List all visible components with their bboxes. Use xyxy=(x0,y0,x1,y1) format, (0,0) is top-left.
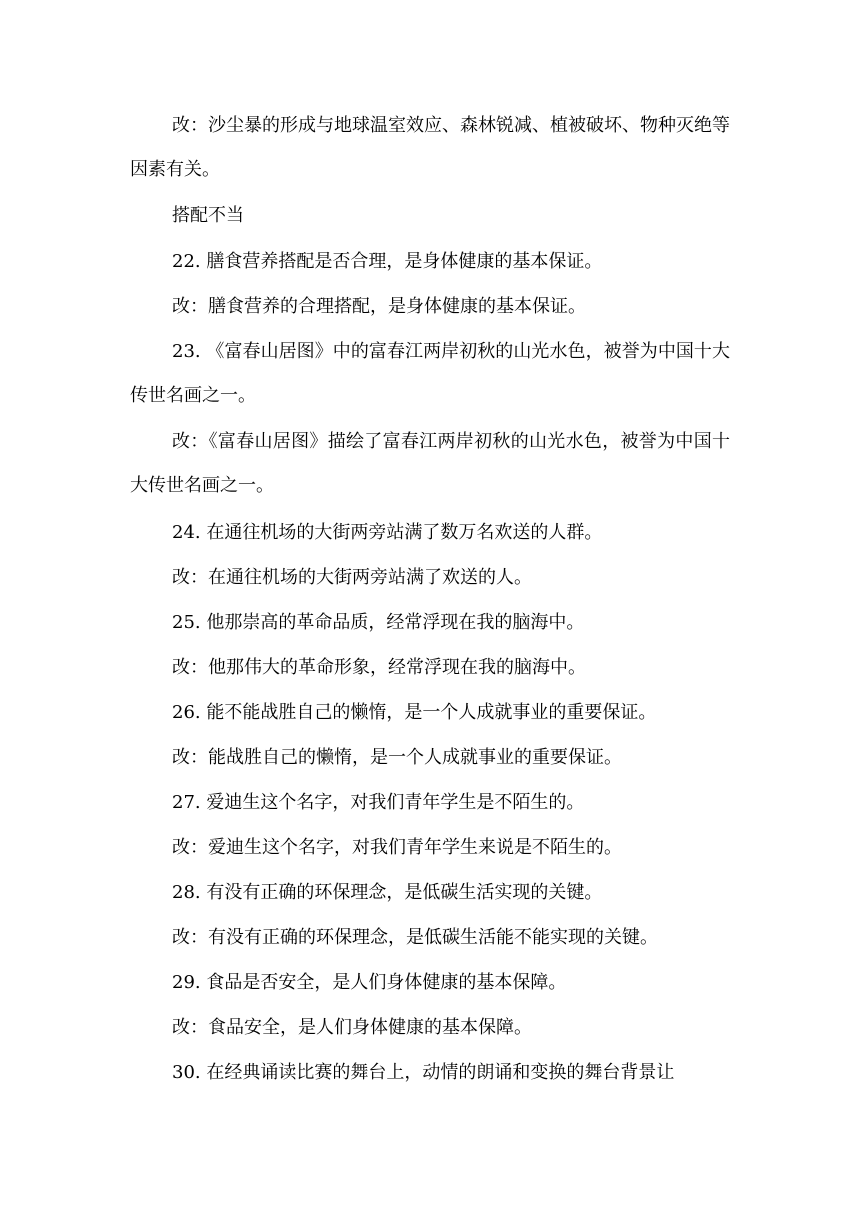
paragraph-item-29: 29. 食品是否安全，是人们身体健康的基本保障。 xyxy=(172,972,567,993)
paragraph-item-26: 26. 能不能战胜自己的懒惰，是一个人成就事业的重要保证。 xyxy=(172,702,657,723)
paragraph-item-30: 30. 在经典诵读比赛的舞台上，动情的朗诵和变换的舞台背景让 xyxy=(172,1062,675,1083)
paragraph-revision-28: 改：有没有正确的环保理念，是低碳生活能不能实现的关键。 xyxy=(172,927,658,948)
paragraph-revision-26: 改：能战胜自己的懒惰，是一个人成就事业的重要保证。 xyxy=(172,747,622,768)
paragraph-revision-29: 改：食品安全，是人们身体健康的基本保障。 xyxy=(172,1017,532,1038)
paragraph-item-24: 24. 在通往机场的大街两旁站满了数万名欢送的人群。 xyxy=(172,522,603,543)
paragraph-revision-24: 改：在通往机场的大街两旁站满了欢送的人。 xyxy=(172,567,532,588)
paragraph-item-22: 22. 膳食营养搭配是否合理，是身体健康的基本保证。 xyxy=(172,251,603,272)
paragraph-revision-25: 改：他那伟大的革命形象，经常浮现在我的脑海中。 xyxy=(172,657,586,678)
paragraph-revision-23: 改：《富春山居图》描绘了富春江两岸初秋的山光水色，被誉为中国十大传世名画之一。 xyxy=(130,431,730,496)
paragraph-revision-22: 改：膳食营养的合理搭配，是身体健康的基本保证。 xyxy=(172,296,586,317)
paragraph-revision-sandstorm: 改：沙尘暴的形成与地球温室效应、森林锐减、植被破坏、物种灭绝等因素有关。 xyxy=(130,115,730,180)
paragraph-item-28: 28. 有没有正确的环保理念，是低碳生活实现的关键。 xyxy=(172,882,603,903)
paragraph-revision-27: 改：爱迪生这个名字，对我们青年学生来说是不陌生的。 xyxy=(172,837,622,858)
section-heading-collocation: 搭配不当 xyxy=(172,205,244,226)
paragraph-item-23: 23. 《富春山居图》中的富春江两岸初秋的山光水色，被誉为中国十大传世名画之一。 xyxy=(130,341,730,406)
paragraph-item-27: 27. 爱迪生这个名字，对我们青年学生是不陌生的。 xyxy=(172,792,585,813)
paragraph-item-25: 25. 他那崇高的革命品质，经常浮现在我的脑海中。 xyxy=(172,612,585,633)
